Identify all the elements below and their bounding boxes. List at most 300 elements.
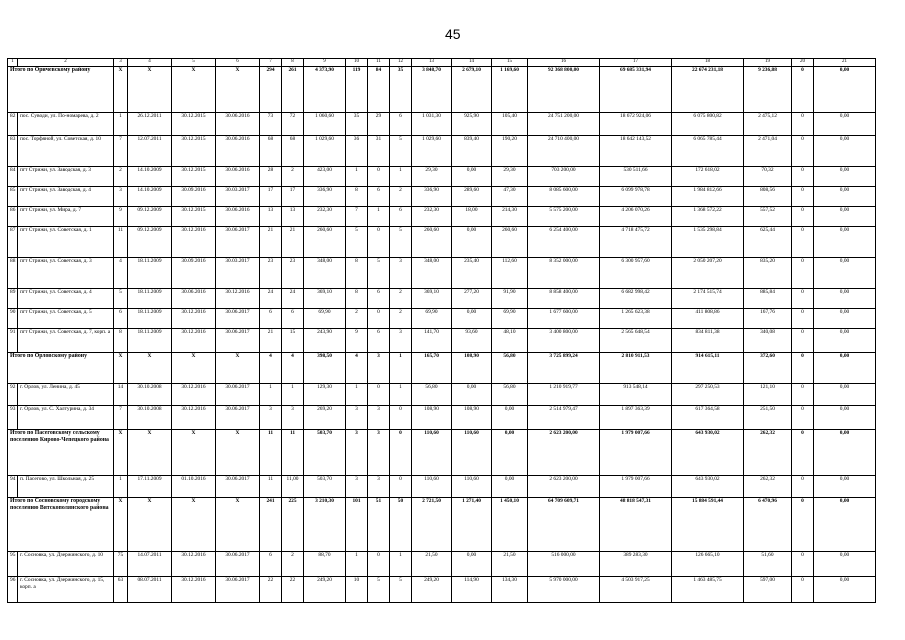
value-cell: X	[128, 498, 172, 552]
table-row	[8, 384, 876, 406]
value-cell: 1 450,10	[492, 498, 528, 552]
value-cell: 3	[346, 406, 368, 430]
value-cell: 14.10.2009	[128, 187, 172, 207]
value-cell: 0,00	[492, 406, 528, 430]
value-cell: 4	[260, 353, 282, 384]
value-cell: 28	[260, 167, 282, 187]
value-cell: 2 679,10	[452, 67, 492, 113]
subtotal-row	[8, 430, 876, 476]
value-cell: 398,50	[304, 353, 346, 384]
value-cell: 5	[346, 227, 368, 258]
value-cell: 0,00	[492, 476, 528, 498]
value-cell: 0	[792, 67, 814, 113]
column-number: 7	[260, 59, 282, 67]
value-cell: 7	[114, 136, 128, 167]
address-cell: пгт Стрижи, ул. Заводская, д. 3	[18, 167, 114, 187]
table-row	[8, 309, 876, 329]
value-cell: 01.10.2016	[172, 476, 216, 498]
column-number: 14	[452, 59, 492, 67]
value-cell: 925,90	[452, 113, 492, 136]
value-cell: 30.12.2015	[172, 207, 216, 227]
table-row	[8, 577, 876, 603]
value-cell: 15	[282, 329, 304, 353]
subtotal-row	[8, 353, 876, 384]
row-number-cell: 91	[8, 329, 18, 353]
value-cell: 2 623 200,00	[528, 476, 600, 498]
value-cell: 885,84	[744, 289, 792, 309]
value-cell: 29,30	[492, 167, 528, 187]
value-cell: 1 210 919,77	[528, 384, 600, 406]
value-cell: 643 930,02	[672, 476, 744, 498]
value-cell: 336,90	[412, 187, 452, 207]
value-cell: 2 471,04	[744, 136, 792, 167]
address-cell: г. Сосновка, ул. Дзержинского, д. 10	[18, 552, 114, 577]
housing-register-table	[7, 58, 876, 603]
value-cell: 75	[114, 552, 128, 577]
value-cell: 2 623 200,00	[528, 430, 600, 476]
value-cell: 0,00	[452, 309, 492, 329]
column-number-row	[8, 59, 876, 67]
value-cell: 0	[792, 227, 814, 258]
address-cell: пгт Стрижи, ул. Советская, д. 5	[18, 309, 114, 329]
value-cell: 6	[260, 552, 282, 577]
column-number: 20	[792, 59, 814, 67]
value-cell: 4	[282, 353, 304, 384]
subtotal-label: Итого по Оричевскому району	[8, 67, 114, 113]
value-cell: 30.06.2017	[216, 406, 260, 430]
column-number: 18	[672, 59, 744, 67]
value-cell: 72	[282, 113, 304, 136]
value-cell: 0	[792, 309, 814, 329]
address-cell: пгт Стрижи, ул. Советская, д. 1	[18, 227, 114, 258]
value-cell: 2 475,12	[744, 113, 792, 136]
value-cell: 232,30	[304, 207, 346, 227]
value-cell: 31	[368, 136, 390, 167]
value-cell: 1 029,60	[304, 136, 346, 167]
value-cell: 1 169,60	[492, 67, 528, 113]
value-cell: 249,20	[412, 577, 452, 603]
value-cell: 8	[346, 187, 368, 207]
value-cell: 5 970 000,00	[528, 577, 600, 603]
value-cell: 2	[390, 289, 412, 309]
value-cell: 30.12.2016	[172, 329, 216, 353]
value-cell: 1	[390, 167, 412, 187]
column-number: 17	[600, 59, 672, 67]
address-cell: г. Орлов, ул. С. Халтурина, д. 34	[18, 406, 114, 430]
value-cell: 5	[390, 136, 412, 167]
table-body	[8, 59, 876, 603]
value-cell: 30.06.2017	[216, 552, 260, 577]
value-cell: 0	[792, 476, 814, 498]
value-cell: 22	[260, 577, 282, 603]
value-cell: 18.11.2009	[128, 289, 172, 309]
value-cell: 369,10	[412, 289, 452, 309]
value-cell: 105,40	[492, 113, 528, 136]
subtotal-label: Итого по Сосновскому городскому поселению Вятскополянского района	[8, 498, 114, 552]
address-cell: п. Пасегово, ул. Школьная, д. 25	[18, 476, 114, 498]
value-cell: 30.09.2016	[172, 258, 216, 289]
value-cell: 1 029,60	[412, 136, 452, 167]
value-cell: 21	[260, 329, 282, 353]
value-cell: 7	[114, 406, 128, 430]
value-cell: 0	[390, 476, 412, 498]
value-cell: 9	[346, 329, 368, 353]
value-cell: 24 751 200,00	[528, 113, 600, 136]
subtotal-label: Итого по Орловскому району	[8, 353, 114, 384]
value-cell: 51,60	[744, 552, 792, 577]
address-cell: пгт Стрижи, ул. Мира, д. 7	[18, 207, 114, 227]
value-cell: 0,00	[814, 353, 876, 384]
value-cell: 232,30	[412, 207, 452, 227]
value-cell: 69,90	[304, 309, 346, 329]
value-cell: 0,00	[814, 384, 876, 406]
value-cell: 2 565 648,54	[600, 329, 672, 353]
value-cell: 0,00	[814, 227, 876, 258]
value-cell: 2	[282, 167, 304, 187]
column-number: 6	[216, 59, 260, 67]
table-row	[8, 476, 876, 498]
value-cell: 3	[390, 329, 412, 353]
value-cell: 0,00	[452, 384, 492, 406]
value-cell: 289,60	[452, 187, 492, 207]
address-cell: г. Орлов, ул. Ленина, д. 45	[18, 384, 114, 406]
value-cell: 18 672 924,06	[600, 113, 672, 136]
value-cell: 1 535 298,84	[672, 227, 744, 258]
value-cell: X	[216, 353, 260, 384]
value-cell: 0,00	[814, 498, 876, 552]
value-cell: 557,52	[744, 207, 792, 227]
value-cell: 0,00	[814, 136, 876, 167]
address-cell: пос. Суводи, ул. По-номарева, д. 2	[18, 113, 114, 136]
value-cell: 2 721,50	[412, 498, 452, 552]
value-cell: 3 400 800,00	[528, 329, 600, 353]
value-cell: 1	[114, 113, 128, 136]
value-cell: 0	[792, 187, 814, 207]
value-cell: 241	[260, 498, 282, 552]
value-cell: 21,50	[412, 552, 452, 577]
value-cell: 503,70	[304, 476, 346, 498]
value-cell: 0,00	[492, 430, 528, 476]
value-cell: 8 085 600,00	[528, 187, 600, 207]
value-cell: 1	[390, 353, 412, 384]
value-cell: 6	[260, 309, 282, 329]
row-number-cell: 96	[8, 577, 18, 603]
value-cell: 389 283,30	[600, 552, 672, 577]
value-cell: 0	[792, 406, 814, 430]
row-number-cell: 88	[8, 258, 18, 289]
value-cell: 101	[346, 498, 368, 552]
value-cell: 6 470,96	[744, 498, 792, 552]
value-cell: 24	[260, 289, 282, 309]
address-cell: пгт Стрижи, ул. Советская, д. 4	[18, 289, 114, 309]
value-cell: 6 065 785,44	[672, 136, 744, 167]
table-row	[8, 207, 876, 227]
value-cell: 7	[346, 207, 368, 227]
value-cell: 0	[792, 167, 814, 187]
value-cell: 3	[390, 258, 412, 289]
value-cell: 5 575 200,00	[528, 207, 600, 227]
value-cell: 0	[792, 577, 814, 603]
value-cell: 30.12.2016	[216, 289, 260, 309]
value-cell: 22	[282, 577, 304, 603]
value-cell: 294	[260, 67, 282, 113]
value-cell: 18.11.2009	[128, 329, 172, 353]
value-cell: 4 206 070,26	[600, 207, 672, 227]
value-cell: 1	[346, 167, 368, 187]
value-cell: 336,90	[304, 187, 346, 207]
value-cell: 21,50	[492, 552, 528, 577]
value-cell: 260,60	[304, 227, 346, 258]
value-cell: 0,00	[814, 113, 876, 136]
value-cell: 30.12.2015	[172, 113, 216, 136]
row-number-cell: 86	[8, 207, 18, 227]
column-number: 10	[346, 59, 368, 67]
value-cell: 30.12.2016	[172, 384, 216, 406]
column-number: 9	[304, 59, 346, 67]
value-cell: 17	[260, 187, 282, 207]
value-cell: 0,00	[814, 187, 876, 207]
value-cell: 808,56	[744, 187, 792, 207]
row-number-cell: 92	[8, 384, 18, 406]
value-cell: 214,30	[492, 207, 528, 227]
value-cell: 3	[368, 353, 390, 384]
value-cell: 261	[282, 67, 304, 113]
value-cell: 30.06.2016	[216, 207, 260, 227]
value-cell: 3 210,30	[304, 498, 346, 552]
value-cell: 6	[368, 329, 390, 353]
value-cell: 348,00	[304, 258, 346, 289]
value-cell: 262,32	[744, 430, 792, 476]
value-cell: 3	[114, 187, 128, 207]
column-number: 4	[128, 59, 172, 67]
value-cell: X	[216, 498, 260, 552]
value-cell: 36	[346, 136, 368, 167]
value-cell: 1 979 007,66	[600, 430, 672, 476]
value-cell: 4	[114, 258, 128, 289]
value-cell: 530 511,66	[600, 167, 672, 187]
column-number: 13	[412, 59, 452, 67]
value-cell: 5	[390, 577, 412, 603]
value-cell: 297 250,53	[672, 384, 744, 406]
value-cell: 0,00	[814, 309, 876, 329]
value-cell: 643 930,02	[672, 430, 744, 476]
value-cell: 13	[282, 207, 304, 227]
value-cell: 11	[114, 227, 128, 258]
value-cell: 30.06.2017	[216, 309, 260, 329]
value-cell: 3	[368, 406, 390, 430]
value-cell: 0,00	[452, 167, 492, 187]
table-row	[8, 552, 876, 577]
value-cell: 24 710 400,00	[528, 136, 600, 167]
value-cell: 30.10.2008	[128, 384, 172, 406]
value-cell: 88,70	[304, 552, 346, 577]
value-cell: X	[114, 67, 128, 113]
value-cell: 64 709 609,71	[528, 498, 600, 552]
column-number: 21	[814, 59, 876, 67]
value-cell: 277,20	[452, 289, 492, 309]
value-cell: 24	[282, 289, 304, 309]
value-cell: 30.12.2016	[172, 577, 216, 603]
value-cell: 18.11.2009	[128, 258, 172, 289]
value-cell: 0	[792, 353, 814, 384]
value-cell: 84	[368, 67, 390, 113]
value-cell: 22 674 231,18	[672, 67, 744, 113]
value-cell: 1 463 485,75	[672, 577, 744, 603]
table-row	[8, 136, 876, 167]
value-cell: 703 200,00	[528, 167, 600, 187]
table-row	[8, 227, 876, 258]
value-cell: 0	[368, 227, 390, 258]
value-cell: 8	[346, 289, 368, 309]
value-cell: 17	[282, 187, 304, 207]
value-cell: 834 811,38	[672, 329, 744, 353]
value-cell: X	[114, 353, 128, 384]
value-cell: 0	[792, 552, 814, 577]
value-cell: 30.03.2017	[216, 187, 260, 207]
value-cell: 50	[390, 498, 412, 552]
value-cell: X	[128, 430, 172, 476]
value-cell: 119	[346, 67, 368, 113]
value-cell: 1 060,60	[304, 113, 346, 136]
value-cell: 1	[114, 476, 128, 498]
value-cell: 30.06.2016	[172, 289, 216, 309]
value-cell: 0,00	[814, 167, 876, 187]
value-cell: 30.12.2016	[172, 309, 216, 329]
value-cell: 423,00	[304, 167, 346, 187]
value-cell: 93,60	[452, 329, 492, 353]
value-cell: 68	[260, 136, 282, 167]
column-number: 5	[172, 59, 216, 67]
value-cell: 5	[114, 289, 128, 309]
value-cell: 73	[260, 113, 282, 136]
value-cell: 18,00	[452, 207, 492, 227]
value-cell: 56,80	[492, 384, 528, 406]
value-cell: X	[114, 498, 128, 552]
value-cell: 56,80	[412, 384, 452, 406]
value-cell: 260,60	[412, 227, 452, 258]
value-cell: 225	[282, 498, 304, 552]
value-cell: 411 808,86	[672, 309, 744, 329]
value-cell: 835,20	[744, 258, 792, 289]
value-cell: 1	[346, 384, 368, 406]
table-row	[8, 329, 876, 353]
value-cell: 30.06.2016	[216, 167, 260, 187]
value-cell: 68	[282, 136, 304, 167]
value-cell: 6	[390, 113, 412, 136]
value-cell: 6 254 400,00	[528, 227, 600, 258]
column-number: 8	[282, 59, 304, 67]
value-cell: 516 000,00	[528, 552, 600, 577]
value-cell: 3	[368, 430, 390, 476]
value-cell: 348,00	[412, 258, 452, 289]
value-cell: 13	[260, 207, 282, 227]
value-cell: 0,00	[814, 67, 876, 113]
value-cell: 18.11.2009	[128, 309, 172, 329]
value-cell: X	[172, 353, 216, 384]
value-cell: 597,00	[744, 577, 792, 603]
row-number-cell: 95	[8, 552, 18, 577]
value-cell: 0	[390, 430, 412, 476]
value-cell: 8	[346, 258, 368, 289]
value-cell: 108,90	[452, 406, 492, 430]
value-cell: 5	[390, 227, 412, 258]
value-cell: 0	[368, 167, 390, 187]
row-number-cell: 93	[8, 406, 18, 430]
value-cell: 6	[390, 207, 412, 227]
value-cell: 4 503 917,25	[600, 577, 672, 603]
value-cell: 6 099 978,78	[600, 187, 672, 207]
row-number-cell: 94	[8, 476, 18, 498]
value-cell: 6 682 998,42	[600, 289, 672, 309]
value-cell: 30.06.2016	[216, 136, 260, 167]
value-cell: 108,90	[452, 353, 492, 384]
row-number-cell: 83	[8, 136, 18, 167]
value-cell: 2	[390, 187, 412, 207]
value-cell: 1	[390, 552, 412, 577]
value-cell: 0,00	[452, 227, 492, 258]
value-cell: 1 031,30	[412, 113, 452, 136]
value-cell: 372,60	[744, 353, 792, 384]
value-cell: 1	[282, 384, 304, 406]
value-cell: 0,00	[814, 552, 876, 577]
value-cell: 3	[346, 430, 368, 476]
value-cell: 30.12.2016	[172, 227, 216, 258]
value-cell: 92 368 800,00	[528, 67, 600, 113]
value-cell: 5	[368, 577, 390, 603]
value-cell: X	[128, 353, 172, 384]
value-cell: 0	[368, 384, 390, 406]
value-cell: 2 810 911,53	[600, 353, 672, 384]
value-cell: X	[128, 67, 172, 113]
value-cell: 14.10.2009	[128, 167, 172, 187]
value-cell: 0,00	[814, 406, 876, 430]
table-row	[8, 113, 876, 136]
value-cell: 9	[114, 207, 128, 227]
table-row	[8, 167, 876, 187]
subtotal-row	[8, 67, 876, 113]
value-cell: 0,00	[814, 289, 876, 309]
value-cell: 913 548,14	[600, 384, 672, 406]
value-cell: X	[172, 430, 216, 476]
value-cell: 30.06.2017	[216, 384, 260, 406]
value-cell: 114,90	[452, 577, 492, 603]
value-cell: 30.12.2015	[172, 136, 216, 167]
value-cell: 3	[282, 406, 304, 430]
value-cell: 0,00	[814, 258, 876, 289]
value-cell: 11,00	[282, 476, 304, 498]
address-cell: пгт Стрижи, ул. Заводская, д. 4	[18, 187, 114, 207]
value-cell: 0,00	[814, 329, 876, 353]
value-cell: 0	[792, 384, 814, 406]
value-cell: 23	[282, 258, 304, 289]
value-cell: 625,44	[744, 227, 792, 258]
value-cell: 110,60	[452, 476, 492, 498]
subtotal-label: Итого по Пасеговскому сельскому поселению Кирово-Чепецкого района	[8, 430, 114, 476]
value-cell: 1 897 363,39	[600, 406, 672, 430]
value-cell: 251,50	[744, 406, 792, 430]
value-cell: 2	[114, 167, 128, 187]
value-cell: 1 984 812,66	[672, 187, 744, 207]
value-cell: 2 050 207,20	[672, 258, 744, 289]
value-cell: 2 174 515,74	[672, 289, 744, 309]
address-cell: пгт Стрижи, ул. Советская, д. 3	[18, 258, 114, 289]
value-cell: 243,90	[304, 329, 346, 353]
value-cell: 14.07.2011	[128, 552, 172, 577]
row-number-cell: 87	[8, 227, 18, 258]
value-cell: 30.06.2017	[216, 577, 260, 603]
value-cell: 14	[114, 384, 128, 406]
value-cell: 340,08	[744, 329, 792, 353]
